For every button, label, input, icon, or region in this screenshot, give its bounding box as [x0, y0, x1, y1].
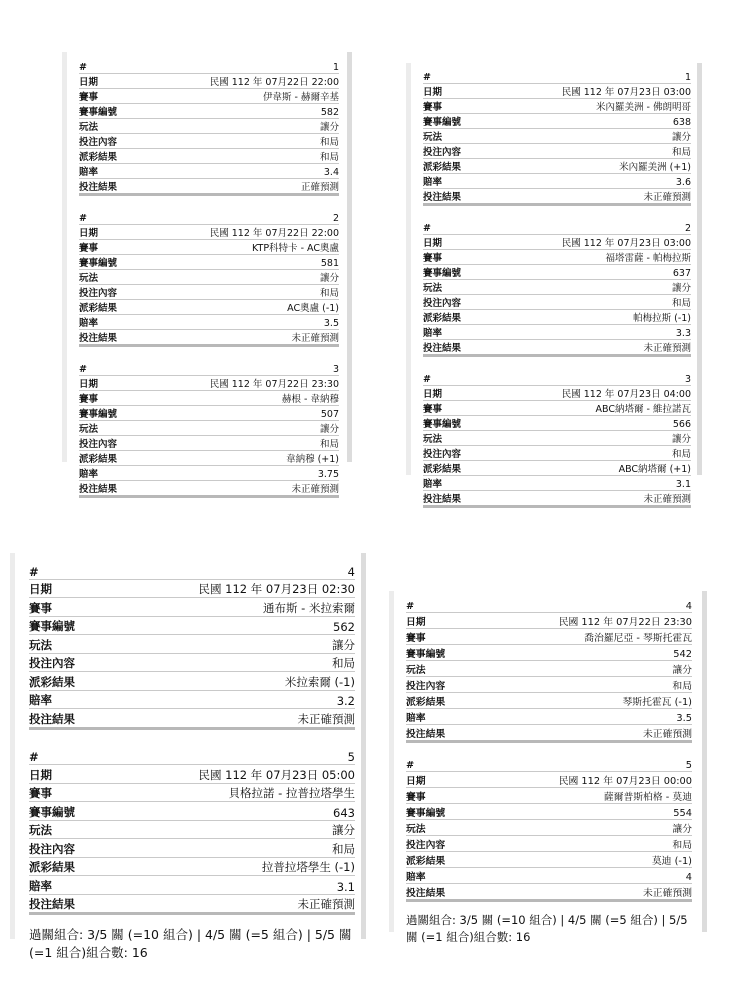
bet-match-number-value: 542	[673, 649, 692, 660]
bet-match-number-label: 賽事編號	[423, 268, 462, 279]
bet-match-value: 薩爾普斯柏格 - 莫迪	[603, 792, 692, 803]
bet-row	[406, 645, 692, 661]
bet-match-label: 賽事	[79, 92, 99, 103]
bet-row	[29, 783, 355, 802]
bet-odds-value: 3.6	[675, 177, 691, 188]
bet-date-label: 日期	[406, 617, 426, 628]
bet-row	[79, 376, 339, 391]
bet-row	[79, 240, 339, 255]
bet-match-value: 米內羅美洲 - 佛朗明哥	[596, 102, 691, 113]
bet-number-value: 2	[332, 213, 339, 224]
bet-row	[423, 69, 691, 84]
bet-result-label: 投注結果	[29, 711, 75, 726]
bet-separator	[79, 347, 339, 361]
bet-slip-card	[406, 63, 702, 505]
bet-match-number-value: 507	[320, 409, 339, 420]
bet-play-type-label: 玩法	[79, 273, 99, 284]
bet-row	[29, 690, 355, 709]
bet-row	[29, 876, 355, 895]
bet-match-number-label: 賽事編號	[423, 117, 462, 128]
bet-match-label: 賽事	[406, 633, 426, 644]
bet-result-value: 未正確預測	[297, 897, 355, 911]
bet-number-value: 3	[684, 374, 691, 385]
bet-date-label: 日期	[29, 767, 52, 782]
bet-odds-value: 3.1	[675, 479, 691, 490]
bet-content-value: 和局	[319, 439, 339, 450]
bet-row	[423, 476, 691, 491]
bet-number-value: 4	[685, 601, 692, 612]
bet-content-label: 投注內容	[406, 681, 446, 692]
bet-number-label: #	[79, 364, 87, 375]
bet-odds-label: 賠率	[79, 318, 99, 329]
bet-row	[29, 616, 355, 635]
bet-match-value: 赫根 - 韋納穆	[282, 394, 339, 405]
bet-row	[406, 629, 692, 645]
bet-payout-result-label: 派彩結果	[79, 303, 118, 314]
bet-odds-value: 3.5	[676, 713, 692, 724]
bet-content-value: 和局	[672, 681, 692, 692]
bet-match-number-label: 賽事編號	[79, 107, 118, 118]
bet-row	[406, 661, 692, 677]
bet-content-value: 和局	[671, 298, 691, 309]
bet-match-label: 賽事	[29, 786, 52, 800]
bet-table	[423, 371, 691, 508]
bet-row	[423, 491, 691, 507]
bet-result-label: 投注結果	[406, 888, 446, 899]
bet-slip-content	[406, 597, 692, 945]
bet-row	[423, 386, 691, 401]
bet-play-type-value: 讓分	[671, 132, 691, 143]
bet-odds-label: 賠率	[406, 713, 426, 724]
bet-row	[406, 868, 692, 884]
bet-row	[423, 295, 691, 310]
bet-row	[423, 371, 691, 386]
bet-row	[29, 747, 355, 765]
bet-table	[79, 210, 339, 347]
bet-row	[79, 481, 339, 497]
bet-date-value: 民國 112 年 07月22日 23:30	[558, 617, 692, 628]
bet-result-value: 未正確預測	[643, 729, 692, 740]
bet-payout-result-label: 派彩結果	[423, 162, 462, 173]
bet-odds-label: 賠率	[423, 328, 443, 339]
bet-match-label: 賽事	[29, 600, 52, 615]
bet-row	[79, 134, 339, 149]
bet-content-label: 投注內容	[79, 439, 118, 450]
bet-row	[79, 285, 339, 300]
bet-slip-card	[389, 591, 707, 944]
bet-date-value: 民國 112 年 07月23日 00:00	[558, 776, 692, 787]
bet-row	[79, 270, 339, 285]
bet-row	[423, 174, 691, 189]
parlay-summary: 過關組合: 3/5 關 (=10 組合) | 4/5 關 (=5 組合) | 5/5 關 (=1 組合)組合數: 16	[406, 913, 688, 944]
bet-match-number-value: 637	[672, 268, 691, 279]
bet-date-value: 民國 112 年 07月23日 05:00	[198, 767, 355, 782]
bet-row	[79, 406, 339, 421]
bet-row	[423, 189, 691, 205]
bet-match-number-label: 賽事編號	[406, 808, 446, 819]
bet-row	[406, 677, 692, 693]
bet-row	[406, 772, 692, 788]
bet-date-value: 民國 112 年 07月22日 22:00	[209, 228, 339, 239]
bet-row	[406, 884, 692, 901]
bet-odds-value: 4	[685, 872, 692, 883]
bet-match-label: 賽事	[406, 792, 426, 803]
bet-content-value: 和局	[319, 288, 339, 299]
bet-play-type-value: 讓分	[672, 665, 692, 676]
bet-payout-result-value: ABC納塔爾 (+1)	[618, 464, 691, 475]
bet-row	[423, 401, 691, 416]
bet-separator	[423, 357, 691, 371]
bet-number-value: 5	[347, 750, 355, 764]
bet-table	[423, 220, 691, 357]
bet-payout-result-label: 派彩結果	[29, 674, 75, 689]
bet-row	[406, 756, 692, 772]
bet-payout-result-label: 派彩結果	[29, 860, 75, 874]
bet-match-label: 賽事	[423, 404, 443, 415]
bet-match-number-value: 638	[672, 117, 691, 128]
bet-match-number-label: 賽事編號	[29, 619, 75, 633]
bet-row	[79, 436, 339, 451]
bet-date-label: 日期	[423, 238, 443, 249]
bet-match-number-label: 賽事編號	[29, 804, 75, 819]
bet-row	[406, 836, 692, 852]
bet-match-value: 福塔雷薩 - 帕梅拉斯	[605, 253, 691, 264]
bet-content-label: 投注內容	[423, 298, 462, 309]
bet-row	[79, 210, 339, 225]
bet-row	[423, 144, 691, 159]
bet-date-value: 民國 112 年 07月23日 03:00	[561, 87, 691, 98]
bet-payout-result-value: 莫迪 (-1)	[651, 856, 692, 867]
bet-result-label: 投注結果	[79, 333, 118, 344]
bet-number-value: 5	[685, 760, 692, 771]
bet-table	[406, 756, 692, 902]
bet-row	[423, 235, 691, 250]
bet-match-value: KTP科特卡 - AC奧盧	[252, 243, 339, 254]
bet-slip-card	[10, 553, 366, 961]
bet-odds-label: 賠率	[406, 872, 426, 883]
bet-content-label: 投注內容	[29, 656, 75, 670]
bet-play-type-label: 玩法	[79, 424, 99, 435]
bet-row	[423, 265, 691, 280]
bet-payout-result-value: 帕梅拉斯 (-1)	[633, 313, 691, 324]
bet-row	[79, 104, 339, 119]
bet-row	[79, 391, 339, 406]
bet-result-label: 投注結果	[406, 729, 446, 740]
bet-number-label: #	[406, 601, 415, 612]
bet-match-number-value: 554	[673, 808, 692, 819]
bet-number-label: #	[423, 374, 431, 385]
bet-row	[79, 179, 339, 195]
bet-payout-result-label: 派彩結果	[79, 152, 118, 163]
bet-separator	[29, 730, 355, 747]
bet-odds-label: 賠率	[423, 479, 443, 490]
bet-match-number-label: 賽事編號	[79, 258, 118, 269]
bet-date-label: 日期	[79, 228, 99, 239]
bet-number-label: #	[79, 62, 87, 73]
bet-payout-result-value: AC奧盧 (-1)	[287, 303, 339, 314]
bet-match-number-value: 581	[320, 258, 339, 269]
bet-row	[406, 852, 692, 868]
bet-table	[29, 747, 355, 916]
bet-content-label: 投注內容	[79, 137, 118, 148]
bet-row	[406, 804, 692, 820]
bet-row	[79, 451, 339, 466]
bet-row	[29, 820, 355, 839]
bet-row	[423, 84, 691, 99]
bet-odds-value: 3.2	[336, 694, 355, 708]
bet-match-number-value: 562	[333, 620, 355, 634]
bet-result-value: 正確預測	[300, 182, 339, 193]
bet-play-type-label: 玩法	[29, 637, 52, 652]
bet-number-label: #	[423, 223, 431, 234]
bet-odds-label: 賠率	[29, 693, 52, 707]
bet-play-type-label: 玩法	[406, 824, 426, 835]
bet-number-label: #	[423, 72, 431, 83]
bet-content-label: 投注內容	[423, 147, 462, 158]
bet-match-number-label: 賽事編號	[406, 649, 446, 660]
bet-number-label: #	[29, 750, 39, 764]
bet-content-value: 和局	[671, 147, 691, 158]
bet-row	[79, 315, 339, 330]
bet-date-value: 民國 112 年 07月22日 22:00	[209, 77, 339, 88]
bet-match-number-label: 賽事編號	[79, 409, 118, 420]
bet-row	[29, 802, 355, 821]
bet-slip-content	[423, 69, 691, 508]
bet-match-value: 貝格拉諾 - 拉普拉塔學生	[228, 786, 355, 800]
bet-result-value: 未正確預測	[643, 192, 691, 203]
bet-row	[29, 765, 355, 784]
bet-date-label: 日期	[406, 776, 426, 787]
bet-table	[29, 561, 355, 730]
bet-content-value: 和局	[332, 841, 355, 856]
bet-table	[423, 69, 691, 206]
bet-match-value: 伊韋斯 - 赫爾辛基	[263, 92, 339, 103]
bet-match-label: 賽事	[423, 253, 443, 264]
bet-number-value: 4	[347, 564, 355, 579]
bet-result-label: 投注結果	[79, 484, 118, 495]
parlay-summary: 過關組合: 3/5 關 (=10 組合) | 4/5 關 (=5 組合) | 5/5 關 (=1 組合)組合數: 16	[29, 927, 352, 961]
bet-row	[406, 597, 692, 613]
bet-slip-card	[62, 52, 352, 495]
bet-row	[423, 461, 691, 476]
bet-match-value: ABC納塔爾 - 維拉諾瓦	[595, 404, 691, 415]
bet-play-type-value: 讓分	[319, 424, 339, 435]
bet-row	[29, 561, 355, 579]
bet-row	[423, 310, 691, 325]
bet-result-label: 投注結果	[29, 897, 75, 911]
bet-row	[406, 725, 692, 742]
bet-number-value: 3	[332, 364, 339, 375]
bet-row	[423, 280, 691, 295]
bet-row	[79, 74, 339, 89]
bet-content-value: 和局	[671, 449, 691, 460]
bet-match-value: 通布斯 - 米拉索爾	[263, 600, 355, 615]
bet-row	[406, 709, 692, 725]
bet-slip-content	[79, 59, 339, 498]
bet-row	[79, 361, 339, 376]
bet-result-value: 未正確預測	[643, 888, 692, 899]
bet-date-label: 日期	[423, 87, 443, 98]
bet-payout-result-value: 米內羅美洲 (+1)	[619, 162, 691, 173]
bet-separator	[406, 743, 692, 756]
bet-row	[423, 446, 691, 461]
bet-row	[29, 839, 355, 858]
bet-payout-result-label: 派彩結果	[423, 464, 462, 475]
bet-play-type-label: 玩法	[423, 283, 443, 294]
bet-date-value: 民國 112 年 07月23日 03:00	[561, 238, 691, 249]
bet-number-label: #	[79, 213, 87, 224]
bet-match-label: 賽事	[423, 102, 443, 113]
bet-match-number-label: 賽事編號	[423, 419, 462, 430]
bet-date-label: 日期	[79, 77, 99, 88]
bet-row	[423, 159, 691, 174]
bet-number-label: #	[406, 760, 415, 771]
bet-number-label: #	[29, 564, 39, 579]
bet-table	[406, 597, 692, 743]
bet-row	[406, 820, 692, 836]
bet-payout-result-value: 拉普拉塔學生 (-1)	[261, 860, 355, 874]
bet-row	[29, 894, 355, 914]
bet-row	[423, 340, 691, 356]
bet-odds-label: 賠率	[79, 469, 99, 480]
bet-content-value: 和局	[319, 137, 339, 148]
bet-result-value: 未正確預測	[643, 494, 691, 505]
bet-row	[79, 149, 339, 164]
bet-row	[79, 119, 339, 134]
bet-odds-label: 賠率	[79, 167, 99, 178]
bet-odds-value: 3.4	[323, 167, 339, 178]
bet-row	[29, 709, 355, 729]
bet-row	[79, 164, 339, 179]
bet-odds-label: 賠率	[29, 878, 52, 893]
bet-result-label: 投注結果	[423, 494, 462, 505]
bet-payout-result-label: 派彩結果	[79, 454, 118, 465]
bet-odds-value: 3.1	[336, 879, 355, 894]
bet-row	[29, 598, 355, 617]
bet-row	[79, 300, 339, 315]
bet-row	[79, 330, 339, 346]
bet-result-label: 投注結果	[423, 192, 462, 203]
bet-payout-result-label: 派彩結果	[406, 697, 446, 708]
bet-row	[79, 466, 339, 481]
bet-row	[79, 225, 339, 240]
bet-row	[79, 255, 339, 270]
bet-match-number-value: 643	[333, 805, 355, 820]
bet-date-value: 民國 112 年 07月23日 02:30	[198, 582, 355, 596]
bet-play-type-value: 讓分	[332, 823, 355, 837]
bet-row	[29, 672, 355, 691]
bet-row	[423, 114, 691, 129]
bet-payout-result-value: 米拉索爾 (-1)	[284, 674, 355, 689]
bet-match-number-value: 566	[672, 419, 691, 430]
bet-row	[423, 431, 691, 446]
bet-play-type-value: 讓分	[319, 273, 339, 284]
bet-result-label: 投注結果	[79, 182, 118, 193]
bet-row	[29, 579, 355, 598]
bet-content-label: 投注內容	[406, 840, 446, 851]
bet-row	[423, 99, 691, 114]
bet-row	[423, 129, 691, 144]
bet-date-value: 民國 112 年 07月22日 23:30	[209, 379, 339, 390]
bet-odds-value: 3.3	[675, 328, 691, 339]
bet-content-label: 投注內容	[29, 841, 75, 856]
bet-match-label: 賽事	[79, 243, 99, 254]
bet-payout-result-label: 派彩結果	[406, 856, 446, 867]
bet-row	[79, 421, 339, 436]
bet-row	[423, 416, 691, 431]
bet-table	[79, 59, 339, 196]
bet-row	[79, 89, 339, 104]
bet-date-label: 日期	[29, 582, 52, 596]
bet-match-label: 賽事	[79, 394, 99, 405]
bet-play-type-value: 讓分	[672, 824, 692, 835]
bet-row	[406, 693, 692, 709]
bet-odds-value: 3.5	[323, 318, 339, 329]
bet-match-number-value: 582	[320, 107, 339, 118]
bet-play-type-value: 讓分	[671, 434, 691, 445]
bet-content-label: 投注內容	[79, 288, 118, 299]
bet-row	[423, 220, 691, 235]
bet-separator	[423, 206, 691, 220]
bet-result-label: 投注結果	[423, 343, 462, 354]
bet-match-value: 喬治羅尼亞 - 琴斯托霍瓦	[584, 633, 692, 644]
bet-play-type-label: 玩法	[423, 132, 443, 143]
bet-play-type-label: 玩法	[29, 823, 52, 837]
bet-row	[29, 653, 355, 672]
bet-row	[423, 325, 691, 340]
bet-number-value: 2	[684, 223, 691, 234]
bet-play-type-label: 玩法	[423, 434, 443, 445]
bet-row	[79, 59, 339, 74]
bet-number-value: 1	[684, 72, 691, 83]
bet-row	[29, 857, 355, 876]
bet-play-type-value: 讓分	[319, 122, 339, 133]
bet-payout-result-value: 韋納穆 (+1)	[286, 454, 339, 465]
bet-result-value: 未正確預測	[643, 343, 691, 354]
bet-row	[406, 788, 692, 804]
bet-date-label: 日期	[79, 379, 99, 390]
bet-payout-result-value: 和局	[319, 152, 339, 163]
bet-odds-label: 賠率	[423, 177, 443, 188]
bet-result-value: 未正確預測	[297, 711, 355, 726]
bet-play-type-value: 讓分	[332, 637, 355, 652]
bet-row	[406, 613, 692, 629]
bet-play-type-label: 玩法	[406, 665, 426, 676]
bet-content-label: 投注內容	[423, 449, 462, 460]
bet-number-value: 1	[332, 62, 339, 73]
bet-row	[423, 250, 691, 265]
bet-table	[79, 361, 339, 498]
bet-slip-content	[29, 561, 355, 962]
bet-result-value: 未正確預測	[291, 484, 339, 495]
bet-content-value: 和局	[332, 656, 355, 670]
bet-date-label: 日期	[423, 389, 443, 400]
bet-payout-result-label: 派彩結果	[423, 313, 462, 324]
bet-play-type-label: 玩法	[79, 122, 99, 133]
bet-date-value: 民國 112 年 07月23日 04:00	[561, 389, 691, 400]
bet-result-value: 未正確預測	[291, 333, 339, 344]
bet-payout-result-value: 琴斯托霍瓦 (-1)	[622, 697, 692, 708]
bet-separator	[79, 196, 339, 210]
bet-play-type-value: 讓分	[671, 283, 691, 294]
bet-content-value: 和局	[672, 840, 692, 851]
bet-row	[29, 635, 355, 654]
bet-odds-value: 3.75	[317, 469, 339, 480]
